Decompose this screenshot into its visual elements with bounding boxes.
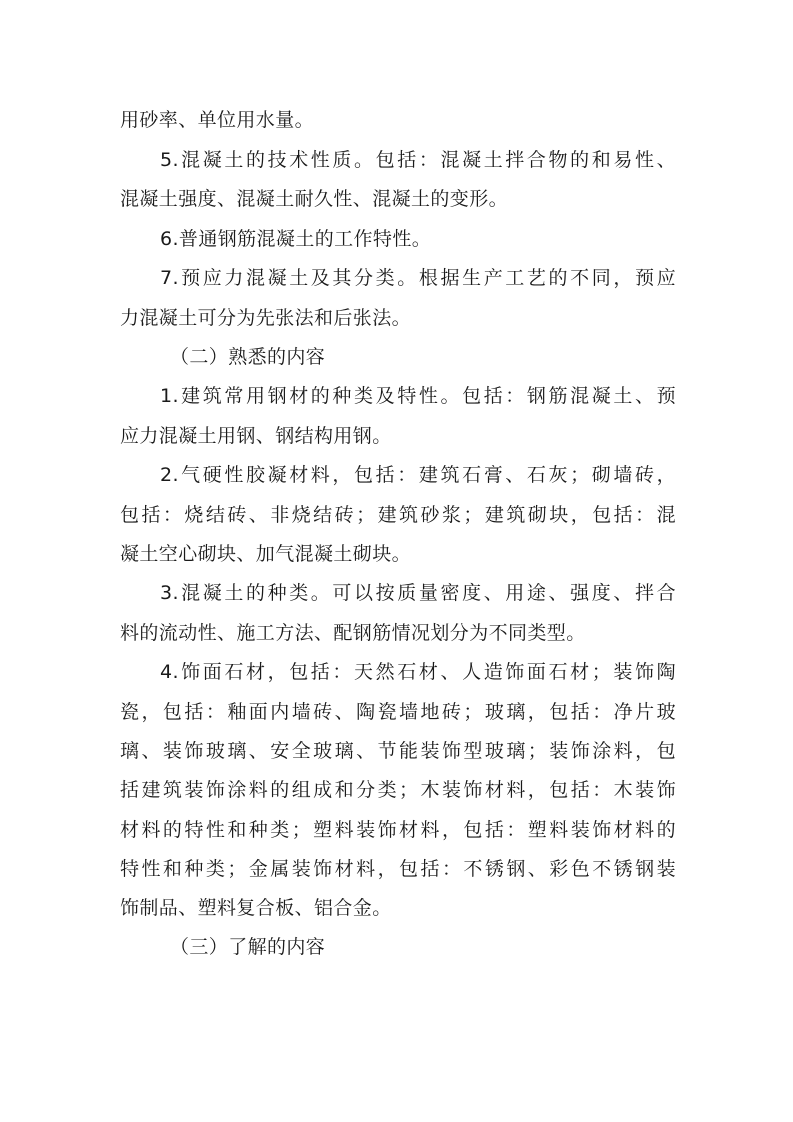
text-line: 4.饰面石材，包括：天然石材、人造饰面石材；装饰陶 bbox=[160, 661, 676, 683]
text-line: 3.混凝土的种类。可以按质量密度、用途、强度、拌合 bbox=[160, 582, 676, 604]
section-heading: （二）熟悉的内容 bbox=[170, 346, 326, 368]
text-line: 1.建筑常用钢材的种类及特性。包括：钢筋混凝土、预 bbox=[160, 385, 676, 407]
section-heading: （三）了解的内容 bbox=[170, 936, 326, 958]
text-line: 括建筑装饰涂料的组成和分类；木装饰材料，包括：木装饰 bbox=[120, 779, 676, 801]
text-line: 材料的特性和种类；塑料装饰材料，包括：塑料装饰材料的 bbox=[120, 819, 676, 841]
text-line: 瓷，包括：釉面内墙砖、陶瓷墙地砖；玻璃，包括：净片玻 bbox=[120, 701, 676, 723]
text-line: 混凝土强度、混凝土耐久性、混凝土的变形。 bbox=[120, 188, 509, 210]
text-line: 5.混凝土的技术性质。包括：混凝土拌合物的和易性、 bbox=[160, 149, 676, 171]
text-line: 力混凝土可分为先张法和后张法。 bbox=[120, 307, 412, 329]
text-line: 特性和种类；金属装饰材料，包括：不锈钢、彩色不锈钢装 bbox=[120, 858, 676, 880]
text-line: 应力混凝土用钢、钢结构用钢。 bbox=[120, 425, 392, 447]
text-line: 包括：烧结砖、非烧结砖；建筑砂浆；建筑砌块，包括：混 bbox=[120, 504, 676, 526]
text-line: 料的流动性、施工方法、配钢筋情况划分为不同类型。 bbox=[120, 622, 586, 644]
text-line: 用砂率、单位用水量。 bbox=[120, 109, 315, 131]
text-line: 6.普通钢筋混凝土的工作特性。 bbox=[160, 228, 432, 250]
text-line: 7.预应力混凝土及其分类。根据生产工艺的不同，预应 bbox=[160, 267, 676, 289]
text-line: 2.气硬性胶凝材料，包括：建筑石膏、石灰；砌墙砖， bbox=[160, 464, 676, 486]
text-line: 饰制品、塑料复合板、铝合金。 bbox=[120, 897, 392, 919]
text-line: 凝土空心砌块、加气混凝土砌块。 bbox=[120, 543, 412, 565]
text-line: 璃、装饰玻璃、安全玻璃、节能装饰型玻璃；装饰涂料，包 bbox=[120, 740, 676, 762]
